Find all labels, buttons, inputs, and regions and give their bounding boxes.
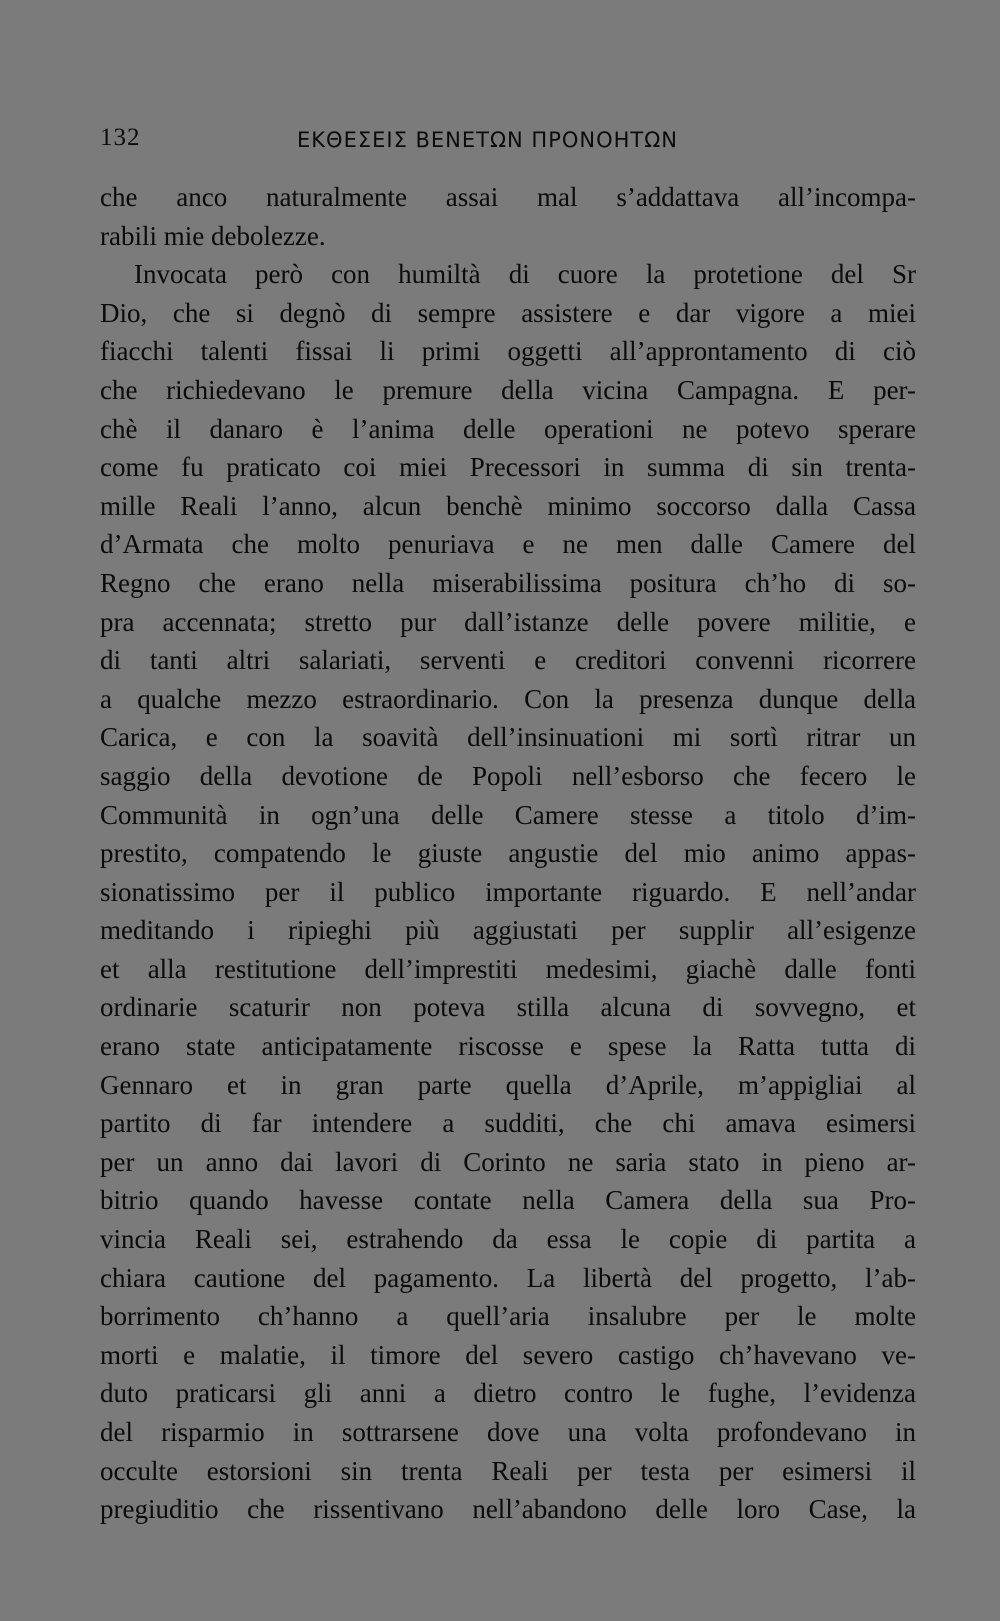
text-line: di tanti altri salariati, serventi e creditori convenni ricorrere [100, 645, 916, 676]
text-line: vincia Reali sei, estrahendo da essa le copie di partita a [100, 1224, 916, 1255]
text-line: erano state anticipatamente riscosse e spese la Ratta tutta di [100, 1031, 916, 1062]
text-line: duto praticarsi gli anni a dietro contro le fughe, l’evidenza [100, 1378, 916, 1409]
text-line: saggio della devotione de Popoli nell’esborso che fecero le [100, 760, 916, 791]
text-line: del risparmio in sottrarsene dove una volta profondevano in [100, 1417, 916, 1447]
text-line: Communità in ogn’una delle Camere stesse a titolo d’im- [100, 799, 916, 830]
text-line: partito di far intendere a sudditi, che chi amava esimersi [100, 1108, 916, 1139]
text-line: Carica, e con la soavità dell’insinuationi mi sortì ritrar un [100, 722, 916, 753]
text-line: et alla restitutione dell’imprestiti medesimi, giachè dalle fonti [100, 953, 916, 984]
text-line: Regno che erano nella miserabilissima positura ch’ho di so- [100, 567, 916, 598]
text-line: che richiedevano le premure della vicina Campagna. E per- [100, 374, 916, 405]
text-line: meditando i ripieghi più aggiustati per supplir all’esigenze [100, 915, 916, 946]
text-line: sionatissimo per il publico importante riguardo. E nell’andar [100, 876, 916, 907]
text-line: che anco naturalmente assai mal s’addattava all’incompa- [100, 182, 916, 212]
text-line: Gennaro et in gran parte quella d’Aprile, m’appigliai al [100, 1069, 916, 1100]
text-line: borrimento ch’hanno a quell’aria insalubre per le molte [100, 1301, 916, 1332]
text-line: per un anno dai lavori di Corinto ne saria stato in pieno ar- [100, 1146, 916, 1177]
text-line: Invocata però con humiltà di cuore la protetione del Sr [134, 259, 916, 290]
body-text [100, 178, 916, 1529]
text-line: come fu praticato coi miei Precessori in summa di sin trenta- [100, 452, 916, 483]
text-line: fiacchi talenti fissai li primi oggetti all’approntamento di ciò [100, 336, 916, 367]
text-line: a qualche mezzo estraordinario. Con la presenza dunque della [100, 683, 916, 714]
text-line: rabili mie debolezze. [100, 220, 326, 251]
text-line: chiara cautione del pagamento. La libertà del progetto, l’ab- [100, 1262, 916, 1293]
text-line: d’Armata che molto penuriava e ne men dalle Camere del [100, 529, 916, 560]
text-line: chè il danaro è l’anima delle operationi ne potevo sperare [100, 413, 916, 444]
text-line: bitrio quando havesse contate nella Camera della sua Pro- [100, 1185, 916, 1216]
text-line: occulte estorsioni sin trenta Reali per testa per esimersi il [100, 1455, 916, 1486]
text-line: morti e malatie, il timore del severo castigo ch’havevano ve- [100, 1339, 916, 1370]
text-line: Dio, che si degnò di sempre assistere e dar vigore a miei [100, 297, 916, 328]
running-title: ΕΚΘΕΣΕΙΣ ΒΕΝΕΤΩΝ ΠΡΟΝΟΗΤΩΝ [297, 128, 679, 152]
page-number: 132 [100, 124, 141, 151]
text-line: ordinarie scaturir non poteva stilla alcuna di sovvegno, et [100, 992, 916, 1023]
running-head [100, 124, 916, 164]
text-line: pregiuditio che rissentivano nell’abandono delle loro Case, la [100, 1494, 916, 1525]
text-line: prestito, compatendo le giuste angustie del mio animo appas- [100, 838, 916, 869]
text-line: mille Reali l’anno, alcun benchè minimo soccorso dalla Cassa [100, 490, 916, 521]
text-line: pra accennata; stretto pur dall’istanze delle povere militie, e [100, 606, 916, 637]
